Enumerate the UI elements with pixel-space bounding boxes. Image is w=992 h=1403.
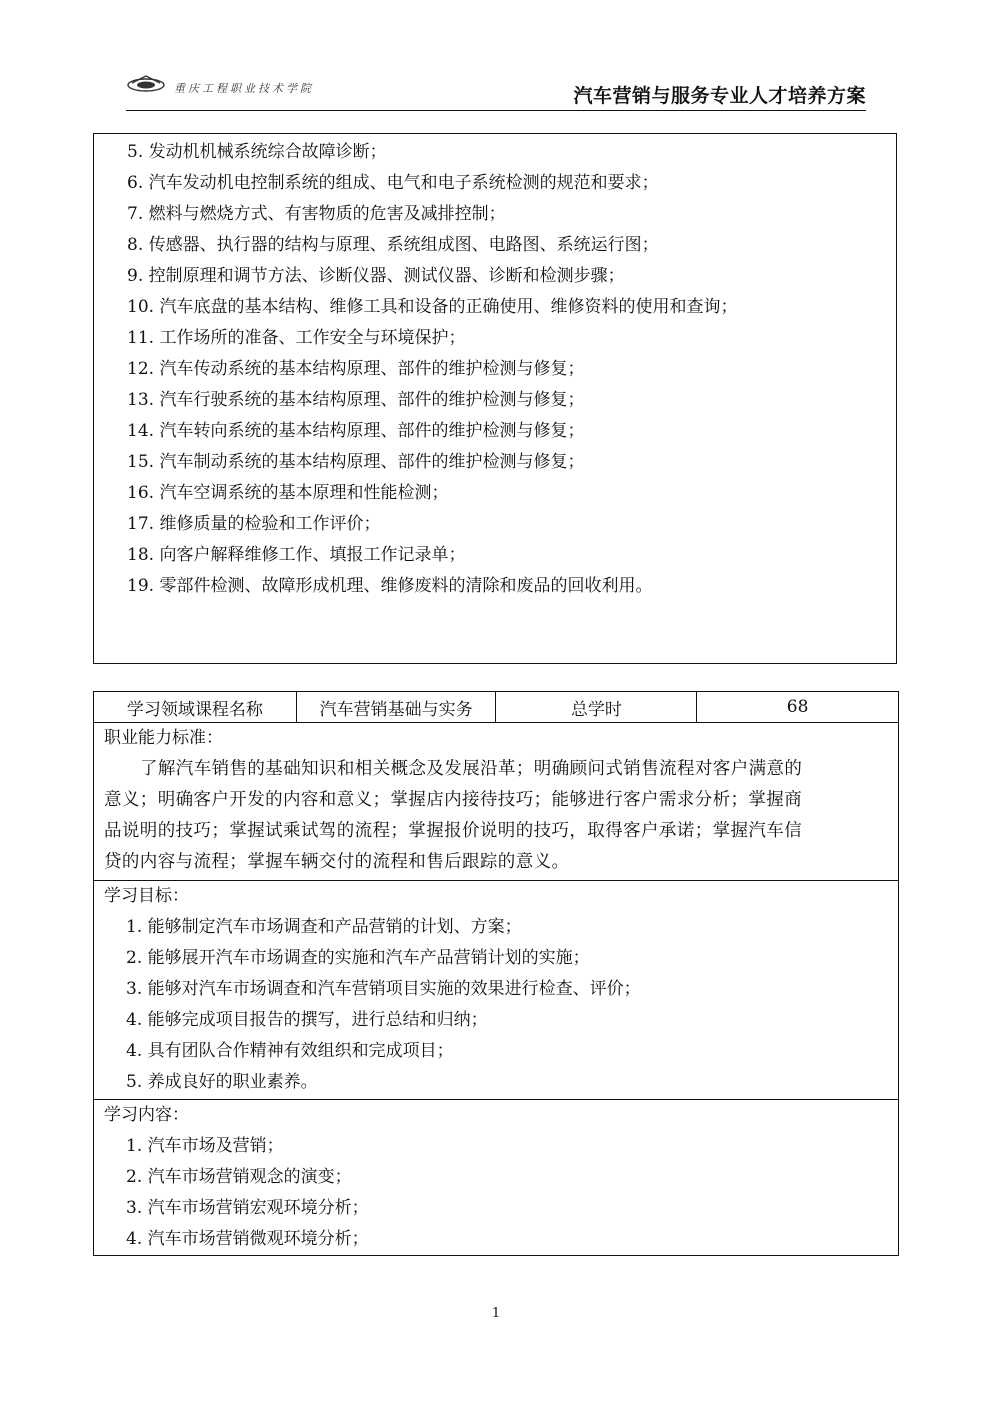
- page-number: 1: [491, 1306, 501, 1321]
- content-item: 2. 汽车市场营销观念的演变；: [126, 1167, 352, 1187]
- list-item: 11. 工作场所的准备、工作安全与环境保护；: [127, 328, 466, 348]
- list-item: 14. 汽车转向系统的基本结构原理、部件的维护检测与修复；: [127, 421, 585, 441]
- list-item: 10. 汽车底盘的基本结构、维修工具和设备的正确使用、维修资料的使用和查询；: [127, 297, 738, 317]
- list-item: 13. 汽车行驶系统的基本结构原理、部件的维护检测与修复；: [127, 390, 585, 410]
- list-item: 8. 传感器、执行器的结构与原理、系统组成图、电路图、系统运行图；: [127, 235, 659, 255]
- ability-standard-row: [94, 723, 899, 881]
- school-name: 重庆工程职业技术学院: [174, 82, 314, 95]
- field-name-value: 汽车营销基础与实务: [296, 692, 496, 723]
- total-hours-label: 总学时: [496, 692, 697, 723]
- list-item: 19. 零部件检测、故障形成机理、维修废料的清除和废品的回收利用。: [127, 576, 653, 596]
- list-item: 5. 发动机机械系统综合故障诊断；: [127, 142, 387, 162]
- goal-item: 4. 能够完成项目报告的撰写，进行总结和归纳；: [126, 1010, 488, 1030]
- content-item: 1. 汽车市场及营销；: [126, 1136, 284, 1156]
- goal-item: 5. 养成良好的职业素养。: [126, 1072, 318, 1092]
- ability-line: 了解汽车销售的基础知识和相关概念及发展沿革；明确顾问式销售流程对客户满意的: [140, 759, 803, 779]
- list-item: 17. 维修质量的检验和工作评价；: [127, 514, 381, 534]
- learning-goals-row: [94, 881, 899, 1100]
- content-item: 4. 汽车市场营销微观环境分析；: [126, 1229, 369, 1249]
- ability-line: 意义；明确客户开发的内容和意义；掌握店内接待技巧；能够进行客户需求分析；掌握商: [104, 790, 803, 810]
- list-item: 12. 汽车传动系统的基本结构原理、部件的维护检测与修复；: [127, 359, 585, 379]
- list-item: 6. 汽车发动机电控制系统的组成、电气和电子系统检测的规范和要求；: [127, 173, 659, 193]
- previous-course-content-box: [93, 133, 897, 664]
- learning-content-row: [94, 1100, 899, 1256]
- document-title: 汽车营销与服务专业人才培养方案: [573, 85, 866, 107]
- list-item: 7. 燃料与燃烧方式、有害物质的危害及减排控制；: [127, 204, 506, 224]
- list-item: 16. 汽车空调系统的基本原理和性能检测；: [127, 483, 449, 503]
- course-header-row: [94, 692, 899, 723]
- page-header: [126, 68, 866, 111]
- list-item: 15. 汽车制动系统的基本结构原理、部件的维护检测与修复；: [127, 452, 585, 472]
- goal-item: 4. 具有团队合作精神有效组织和完成项目；: [126, 1041, 454, 1061]
- ability-line: 品说明的技巧；掌握试乘试驾的流程；掌握报价说明的技巧，取得客户承诺；掌握汽车信: [104, 821, 803, 841]
- ability-standard-label: 职业能力标准：: [104, 728, 223, 748]
- total-hours-value: 68: [697, 692, 899, 723]
- course-table: [93, 691, 899, 1256]
- ability-standard-text: [94, 754, 898, 878]
- goal-item: 1. 能够制定汽车市场调查和产品营销的计划、方案；: [126, 917, 522, 937]
- content-item: 3. 汽车市场营销宏观环境分析；: [126, 1198, 369, 1218]
- list-item: 9. 控制原理和调节方法、诊断仪器、测试仪器、诊断和检测步骤；: [127, 266, 625, 286]
- field-name-label: 学习领域课程名称: [94, 692, 297, 723]
- learning-content-label: 学习内容：: [104, 1105, 189, 1125]
- school-logo-icon: [126, 74, 166, 92]
- goal-item: 3. 能够对汽车市场调查和汽车营销项目实施的效果进行检查、评价；: [126, 979, 641, 999]
- ability-line: 贷的内容与流程；掌握车辆交付的流程和售后跟踪的意义。: [104, 852, 570, 872]
- learning-goals-label: 学习目标：: [104, 886, 189, 906]
- list-item: 18. 向客户解释维修工作、填报工作记录单；: [127, 545, 466, 565]
- goal-item: 2. 能够展开汽车市场调查的实施和汽车产品营销计划的实施；: [126, 948, 590, 968]
